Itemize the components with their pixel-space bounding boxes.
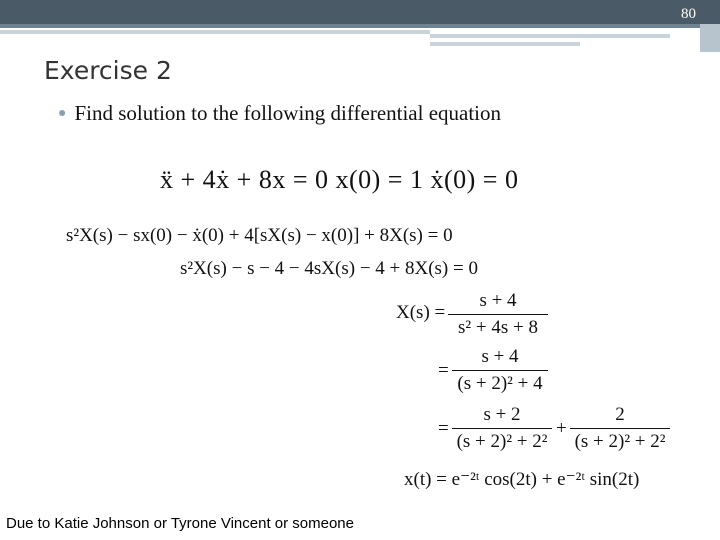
solution-equation: x(t) = e⁻²ᵗ cos(2t) + e⁻²ᵗ sin(2t): [404, 469, 640, 490]
page-number: 80: [681, 6, 696, 22]
laplace-step-2: s²X(s) − s − 4 − 4sX(s) − 4 + 8X(s) = 0: [180, 258, 478, 279]
plus-sign: +: [556, 418, 567, 439]
slide-title: Exercise 2: [44, 56, 172, 85]
fraction-2-numerator: s + 4: [481, 346, 519, 367]
fraction-1-numerator: s + 4: [479, 290, 517, 311]
fraction-1: [448, 290, 548, 339]
fraction-3-bar: [452, 428, 552, 429]
fraction-3-numerator: s + 2: [483, 404, 521, 425]
header-stripes-graphic: [0, 0, 720, 52]
bullet-item: [58, 101, 501, 126]
fraction-2-denominator: (s + 2)² + 4: [457, 373, 543, 394]
fraction-3-denominator: (s + 2)² + 2²: [456, 431, 548, 452]
fraction-1-bar: [448, 314, 548, 315]
fraction-1-denominator: s² + 4s + 8: [458, 317, 538, 338]
credit-text: Due to Katie Johnson or Tyrone Vincent or someone: [6, 515, 354, 532]
fraction-4-bar: [570, 428, 670, 429]
equals-sign-2: =: [438, 360, 449, 381]
fraction-4-denominator: (s + 2)² + 2²: [574, 431, 666, 452]
fraction-2-bar: [452, 370, 548, 371]
fraction-2: [452, 346, 548, 395]
bullet-dot-icon: ●: [58, 106, 67, 121]
equals-sign-3: =: [438, 418, 449, 439]
fraction-4-numerator: 2: [615, 404, 625, 425]
differential-equation: ẍ + 4ẋ + 8x = 0 x(0) = 1 ẋ(0) = 0: [160, 165, 519, 194]
fraction-4: [570, 404, 670, 453]
xs-label: X(s) =: [396, 302, 446, 323]
laplace-step-1: s²X(s) − sx(0) − ẋ(0) + 4[sX(s) − x(0)] + 8X(s) = 0: [66, 225, 453, 246]
fraction-3: [452, 404, 552, 453]
header-bars: [0, 0, 720, 52]
bullet-text: Find solution to the following differential equation: [74, 101, 502, 125]
